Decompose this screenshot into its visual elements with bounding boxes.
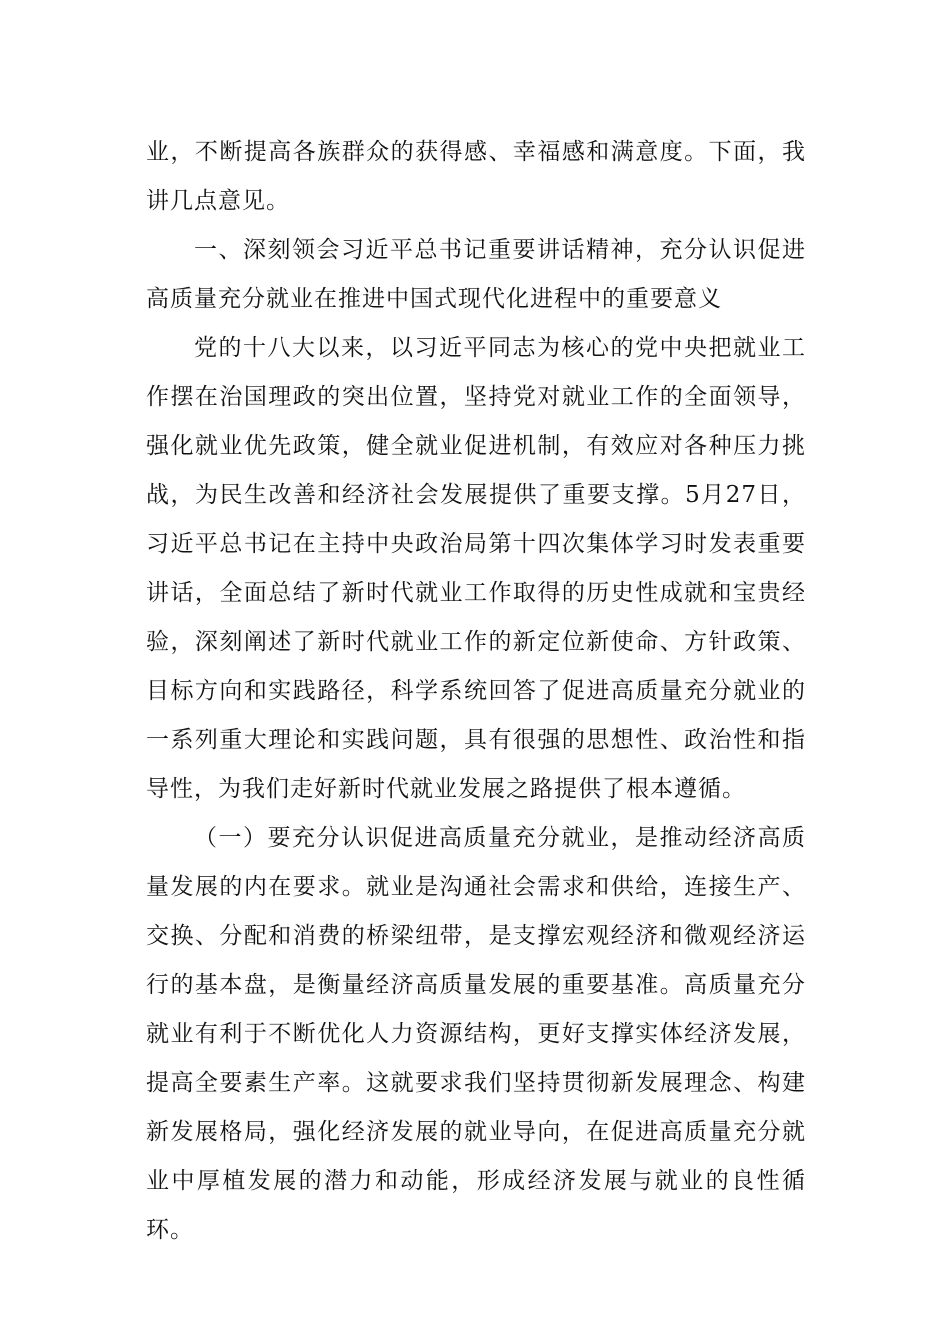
subsection-paragraph-1: （一）要充分认识促进高质量充分就业，是推动经济高质量发展的内在要求。就业是沟通社会需求和供给，连接生产、交换、分配和消费的桥梁纽带，是支撑宏观经济和微观经济运行的基本盘，是衡量经济高质量发展的重要基准。高质量充分就业有利于不断优化人力资源结构，更好支撑实体经济发展，提高全要素生产率。这就要求我们坚持贯彻新发展理念、构建新发展格局，强化经济发展的就业导向，在促进高质量充分就业中厚植发展的潜力和动能，形成经济发展与就业的良性循环。 <box>146 825 806 1243</box>
section-heading-1: 一、深刻领会习近平总书记重要讲话精神，充分认识促进高质量充分就业在推进中国式现代化进程中的重要意义 <box>146 237 806 312</box>
document-page <box>146 128 806 1255</box>
paragraph-continuation: 业，不断提高各族群众的获得感、幸福感和满意度。下面，我讲几点意见。 <box>146 139 806 214</box>
paragraph-body: 党的十八大以来，以习近平同志为核心的党中央把就业工作摆在治国理政的突出位置，坚持党对就业工作的全面领导，强化就业优先政策，健全就业促进机制，有效应对各种压力挑战，为民生改善和经济社会发展提供了重要支撑。5月27日，习近平总书记在主持中央政治局第十四次集体学习时发表重要讲话，全面总结了新时代就业工作取得的历史性成就和宝贵经验，深刻阐述了新时代就业工作的新定位新使命、方针政策、目标方向和实践路径，科学系统回答了促进高质量充分就业的一系列重大理论和实践问题，具有很强的思想性、政治性和指导性，为我们走好新时代就业发展之路提供了根本遵循。 <box>146 335 806 802</box>
